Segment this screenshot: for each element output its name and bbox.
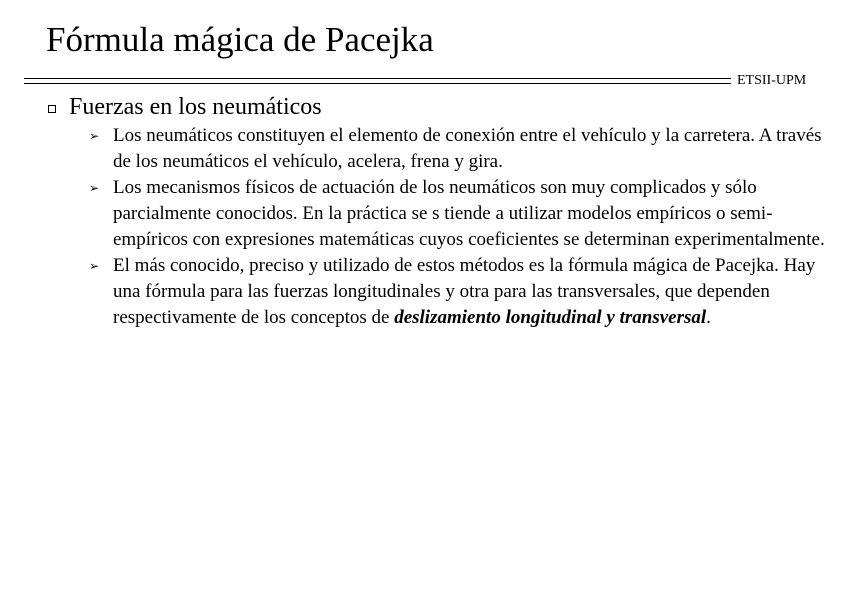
section-heading: Fuerzas en los neumáticos [69,94,322,120]
title-rule-top [24,78,731,79]
bullet-text: El más conocido, preciso y utilizado de estos métodos es la fórmula mágica de Pacejka. Hay una fórmula para las fuerzas longitudinales y otra para las transversales, que dependen respectivamente de los conceptos de [113,255,816,328]
bullet-text: Los neumáticos constituyen el elemento de conexión entre el vehículo y la carretera. A través de los neumáticos el vehículo, acelera, frena y gira. [113,125,822,172]
list-item [44,123,834,175]
bullet-list [44,123,834,331]
arrowhead-icon: ➢ [89,259,100,273]
square-bullet-icon [48,105,56,113]
section-heading-row [44,93,834,121]
arrowhead-icon: ➢ [89,129,100,143]
institution-label: ETSII-UPM [737,73,807,88]
slide-title: Fórmula mágica de Pacejka [46,20,434,59]
bullet-tail: . [706,307,711,328]
bullet-emphasis: deslizamiento longitudinal y transversal [394,307,707,328]
list-item [44,253,834,331]
bullet-text: Los mecanismos físicos de actuación de los neumáticos son muy complicados y sólo parcialmente conocidos. En la práctica se s tiende a utilizar modelos empíricos o semi-empíricos con expresiones matemáticas cuyos coeficientes se determinan experimentalmente. [113,177,825,250]
arrowhead-icon: ➢ [89,181,100,195]
title-rule-bottom [24,83,731,84]
list-item [44,175,834,253]
content-section [44,93,834,331]
